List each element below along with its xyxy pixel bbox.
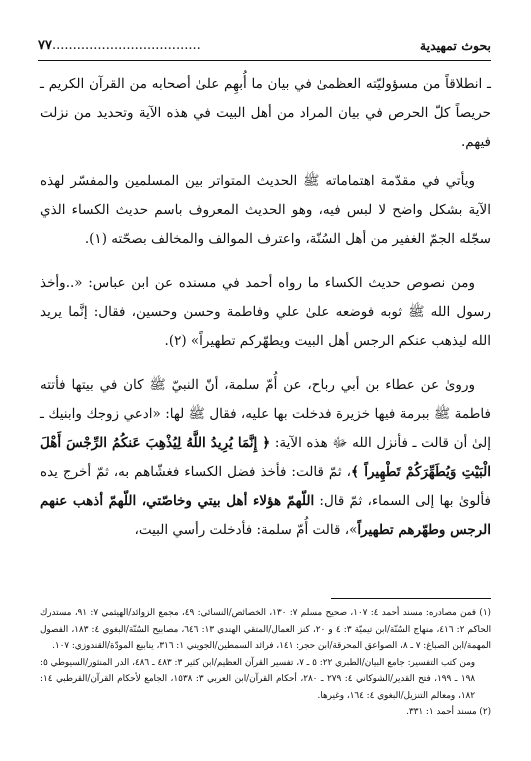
footnote-2: (٢) مسند أحمد ١: ٣٣١. [406, 707, 491, 717]
paragraph-2: ويأتي في مقدّمة اهتماماته ﷺ الحديث المتواتر بين المسلمين والمفسّر لهذه الآية بشكل واضح لا لبس فيه، وهو الحديث المعروف باسم حديث الكساء الذي سجّله الجمّ الغفير من أهل السُنّة، واعترف الموالف والمخالف بصحّته (١). [40, 173, 491, 247]
footnotes [40, 605, 491, 721]
prophet-prayer: اللّهمّ هؤلاء أهل بيتي وخاصّتي، اللّهمّ أذهب عنهم الرجس وطهّرهم تطهيراً [40, 493, 491, 538]
paragraph-4 [40, 371, 491, 545]
quran-verse: ﴿ إِنَّمَا يُرِيدُ اللَّهُ لِيُذْهِبَ عَنكُمُ الرِّجْسَ أَهْلَ الْبَيْتِ وَيُطَهِّرَكُمْ تَطْهِيراً ﴾ [40, 435, 491, 480]
paragraph-1: ـ انطلاقاً من مسؤوليّته العظمىٰ في بيان ما أُبهِم علىٰ أصحابه من القرآن الكريم ـ حريصاً كلّ الحرص في بيان المراد من أهل البيت في هذه الآية وتحديد من نزلت فيهم. [40, 76, 491, 150]
footnote-separator [331, 598, 491, 599]
page-header [38, 30, 491, 61]
page-number-group [38, 38, 201, 53]
main-text [40, 70, 491, 560]
footnote-1-continued: ومن كتب التفسير: جامع البيان/الطبري ٢٢: ٥ ـ ٧، تفسير القرآن العظيم/ابن كثير ٣: ٤٨٣ ـ ٤٨٦، الدر المنثور/السيوطي ٥: ١٩٨ ـ ١٩٩، فتح القدير/الشوكاني ٤: ٢٧٩ ـ ٢٨٠، أحكام القرآن/ابن العربي ٣: ١٥٣٨، الجامع لأحكام القرآن/القرطبي ١٤: ١٨٢، ومعالم التنزيل/البغوي ٤: ١٦٤، وغيرها. [40, 657, 476, 701]
paragraph-3: ومن نصوص حديث الكساء ما رواه أحمد في مسنده عن ابن عباس: «..وأخذ رسول الله ﷺ ثوبه فوضعه علىٰ علي وفاطمة وحسن وحسين، فقال: إنَّما يريد الله ليذهب عنكم الرجس أهل البيت ويطهّركم تطهيراً» (٢). [40, 275, 491, 349]
paragraph-4-intro: وروىٰ عن عطاء بن أبي رباح، عن أُمّ سلمة، أنّ النبيّ ﷺ كان في بيتها فأتته فاطمة ﷺ ببرمة فيها خزيرة فدخلت بها عليه، فقال ﷺ لها: «ادعي زوجك وابنيك ـ إلىٰ أن قالت ـ فأنزل الله ﷻ هذه الآية: [40, 377, 491, 451]
paragraph-4-end: »، قالت أُمّ سلمة: فأدخلت رأسي البيت، [134, 522, 358, 538]
paragraph-4-middle: ، ثمّ قالت: فأخذ فضل الكساء فغشّاهم به، ثمّ أخرج يده فألوىٰ بها إلى السماء، ثمّ قال: [40, 464, 491, 509]
footnote-1: (١) فمن مصادره: مسند أحمد ٤: ١٠٧، صحيح مسلم ٧: ١٣٠، الخصائص/النسائي: ٤٩، مجمع الزوائد/الهيثمي ٧: ٩١، مستدرك الحاكم ٢: ٤١٦، منهاج السُنّة/ابن تيميّة ٣: ٤ و ٢٠، كنز العمال/المتقي الهندي ١٣: ٦٤٦، مصابيح السُنّة/البغوي ٤: ١٨٣، الفصول المهمة/ابن الصباغ: ٧ ـ ٨، الصواعق المحرقة/ابن حجر: ١٤١، فرائد السمطين/الجويني ١: ٣١٦، ينابيع المودّة/القندوزي: ١٠٧. [40, 608, 492, 651]
page-number: ٧٧ [38, 38, 52, 53]
chapter-title: بحوث تمهيدية [419, 38, 491, 53]
leader-dots: .................................... [51, 38, 201, 53]
